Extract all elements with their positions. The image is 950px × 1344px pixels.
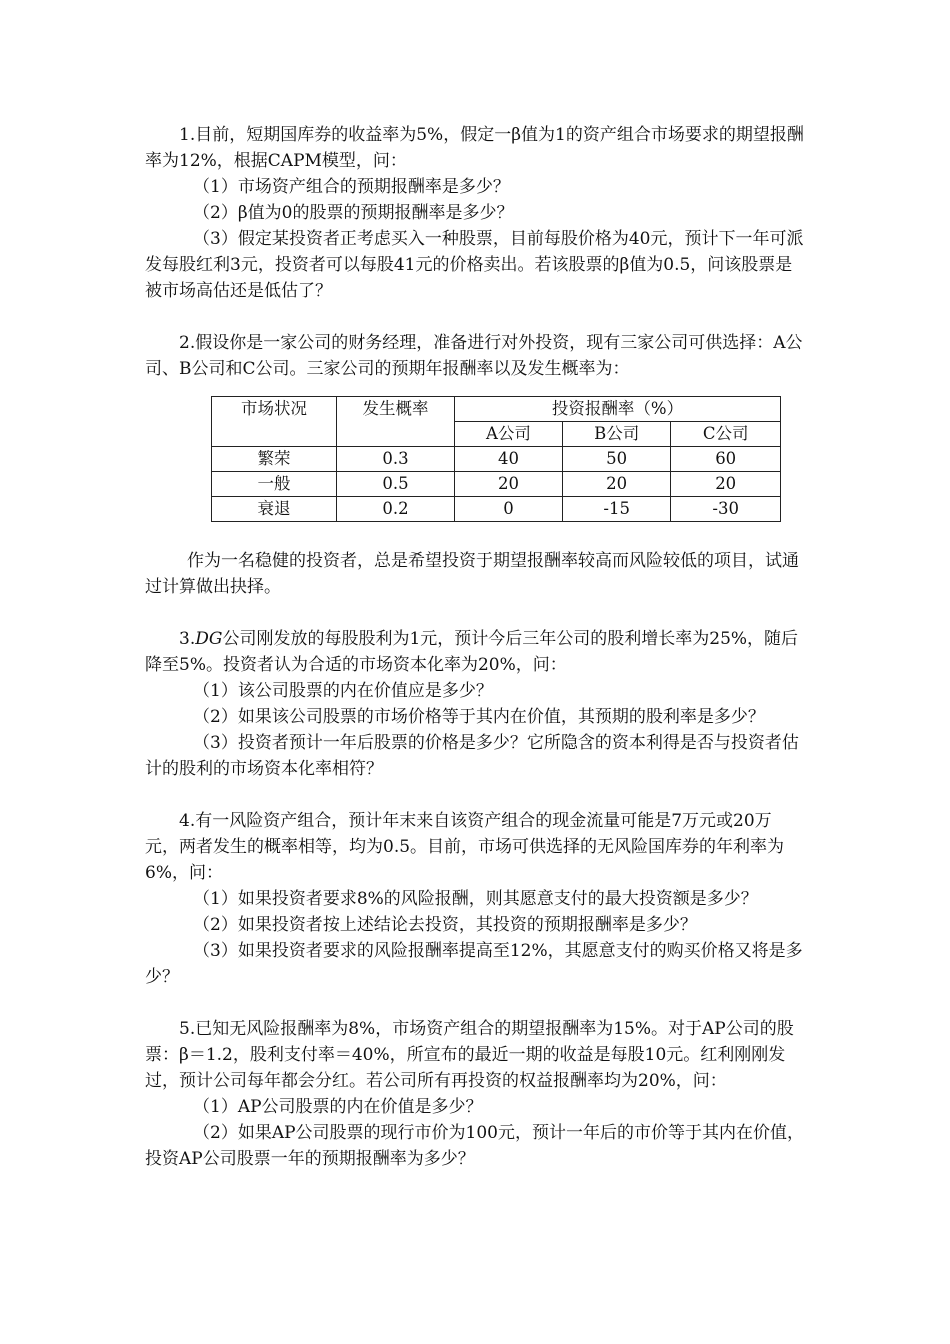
header-company-b: B公司 bbox=[562, 422, 670, 447]
q3-sub2: （2）如果该公司股票的市场价格等于其内在价值，其预期的股利率是多少？ bbox=[193, 707, 765, 727]
q1-sub2: （2）β值为0的股票的预期报酬率是多少？ bbox=[193, 203, 514, 223]
return-table bbox=[211, 396, 781, 522]
header-company-c: C公司 bbox=[671, 422, 781, 447]
q4-sub2: （2）如果投资者按上述结论去投资，其投资的预期报酬率是多少？ bbox=[193, 915, 697, 935]
table-row bbox=[212, 447, 781, 472]
cell-b: 50 bbox=[562, 447, 670, 472]
cell-prob: 0.5 bbox=[337, 472, 455, 497]
table-row bbox=[212, 497, 781, 522]
cell-c: 20 bbox=[671, 472, 781, 497]
q4-sub3: （3）如果投资者要求的风险报酬率提高至12%，其愿意支付的购买价格又将是多少？ bbox=[145, 941, 803, 987]
q4-sub1: （1）如果投资者要求8%的风险报酬，则其愿意支付的最大投资额是多少？ bbox=[193, 889, 758, 909]
q2-outro: 作为一名稳健的投资者，总是希望投资于期望报酬率较高而风险较低的项目，试通过计算做出抉择。 bbox=[145, 551, 799, 597]
header-probability: 发生概率 bbox=[337, 397, 455, 447]
document-page bbox=[145, 122, 805, 1172]
cell-c: 60 bbox=[671, 447, 781, 472]
cell-b: -15 bbox=[562, 497, 670, 522]
q5-sub1: （1）AP公司股票的内在价值是多少？ bbox=[193, 1097, 483, 1117]
table-row bbox=[212, 472, 781, 497]
q5-intro: 5.已知无风险报酬率为8%，市场资产组合的期望报酬率为15%。对于AP公司的股票：β＝1.2，股利支付率＝40%，所宣布的最近一期的收益是每股10元。红利刚刚发过，预计公司每年都会分红。若公司所有再投资的权益报酬率均为20%，问： bbox=[145, 1019, 794, 1091]
q5-sub2: （2）如果AP公司股票的现行市价为100元，预计一年后的市价等于其内在价值，投资AP公司股票一年的预期报酬率为多少？ bbox=[145, 1123, 804, 1169]
q3-intro-text: 公司刚发放的每股股利为1元，预计今后三年公司的股利增长率为25%，随后降至5%。投资者认为合适的市场资本化率为20%，问： bbox=[145, 629, 799, 675]
q3-intro bbox=[145, 626, 805, 678]
header-company-a: A公司 bbox=[455, 422, 563, 447]
cell-prob: 0.3 bbox=[337, 447, 455, 472]
cell-state: 衰退 bbox=[212, 497, 337, 522]
cell-a: 40 bbox=[455, 447, 563, 472]
q2-intro: 2.假设你是一家公司的财务经理，准备进行对外投资，现有三家公司可供选择：A公司、B公司和C公司。三家公司的预期年报酬率以及发生概率为： bbox=[145, 333, 803, 379]
cell-b: 20 bbox=[562, 472, 670, 497]
q3-sub1: （1）该公司股票的内在价值应是多少？ bbox=[193, 681, 493, 701]
cell-a: 20 bbox=[455, 472, 563, 497]
q3-number: 3. bbox=[179, 629, 196, 649]
cell-state: 繁荣 bbox=[212, 447, 337, 472]
cell-prob: 0.2 bbox=[337, 497, 455, 522]
cell-a: 0 bbox=[455, 497, 563, 522]
q3-company: DG bbox=[195, 629, 223, 649]
cell-c: -30 bbox=[671, 497, 781, 522]
q1-sub1: （1）市场资产组合的预期报酬率是多少？ bbox=[193, 177, 510, 197]
q1-intro: 1.目前，短期国库券的收益率为5%，假定一β值为1的资产组合市场要求的期望报酬率为12%，根据CAPM模型，问： bbox=[145, 125, 804, 171]
q4-intro: 4.有一风险资产组合，预计年末来自该资产组合的现金流量可能是7万元或20万元，两者发生的概率相等，均为0.5。目前，市场可供选择的无风险国库券的年利率为6%，问： bbox=[145, 811, 785, 883]
cell-state: 一般 bbox=[212, 472, 337, 497]
header-return: 投资报酬率（%） bbox=[455, 397, 781, 422]
header-market-state: 市场状况 bbox=[212, 397, 337, 447]
q1-sub3: （3）假定某投资者正考虑买入一种股票，目前每股价格为40元，预计下一年可派发每股红利3元，投资者可以每股41元的价格卖出。若该股票的β值为0.5，问该股票是被市场高估还是低估了？ bbox=[145, 229, 804, 301]
q3-sub3: （3）投资者预计一年后股票的价格是多少？它所隐含的资本利得是否与投资者估计的股利的市场资本化率相符？ bbox=[145, 733, 799, 779]
